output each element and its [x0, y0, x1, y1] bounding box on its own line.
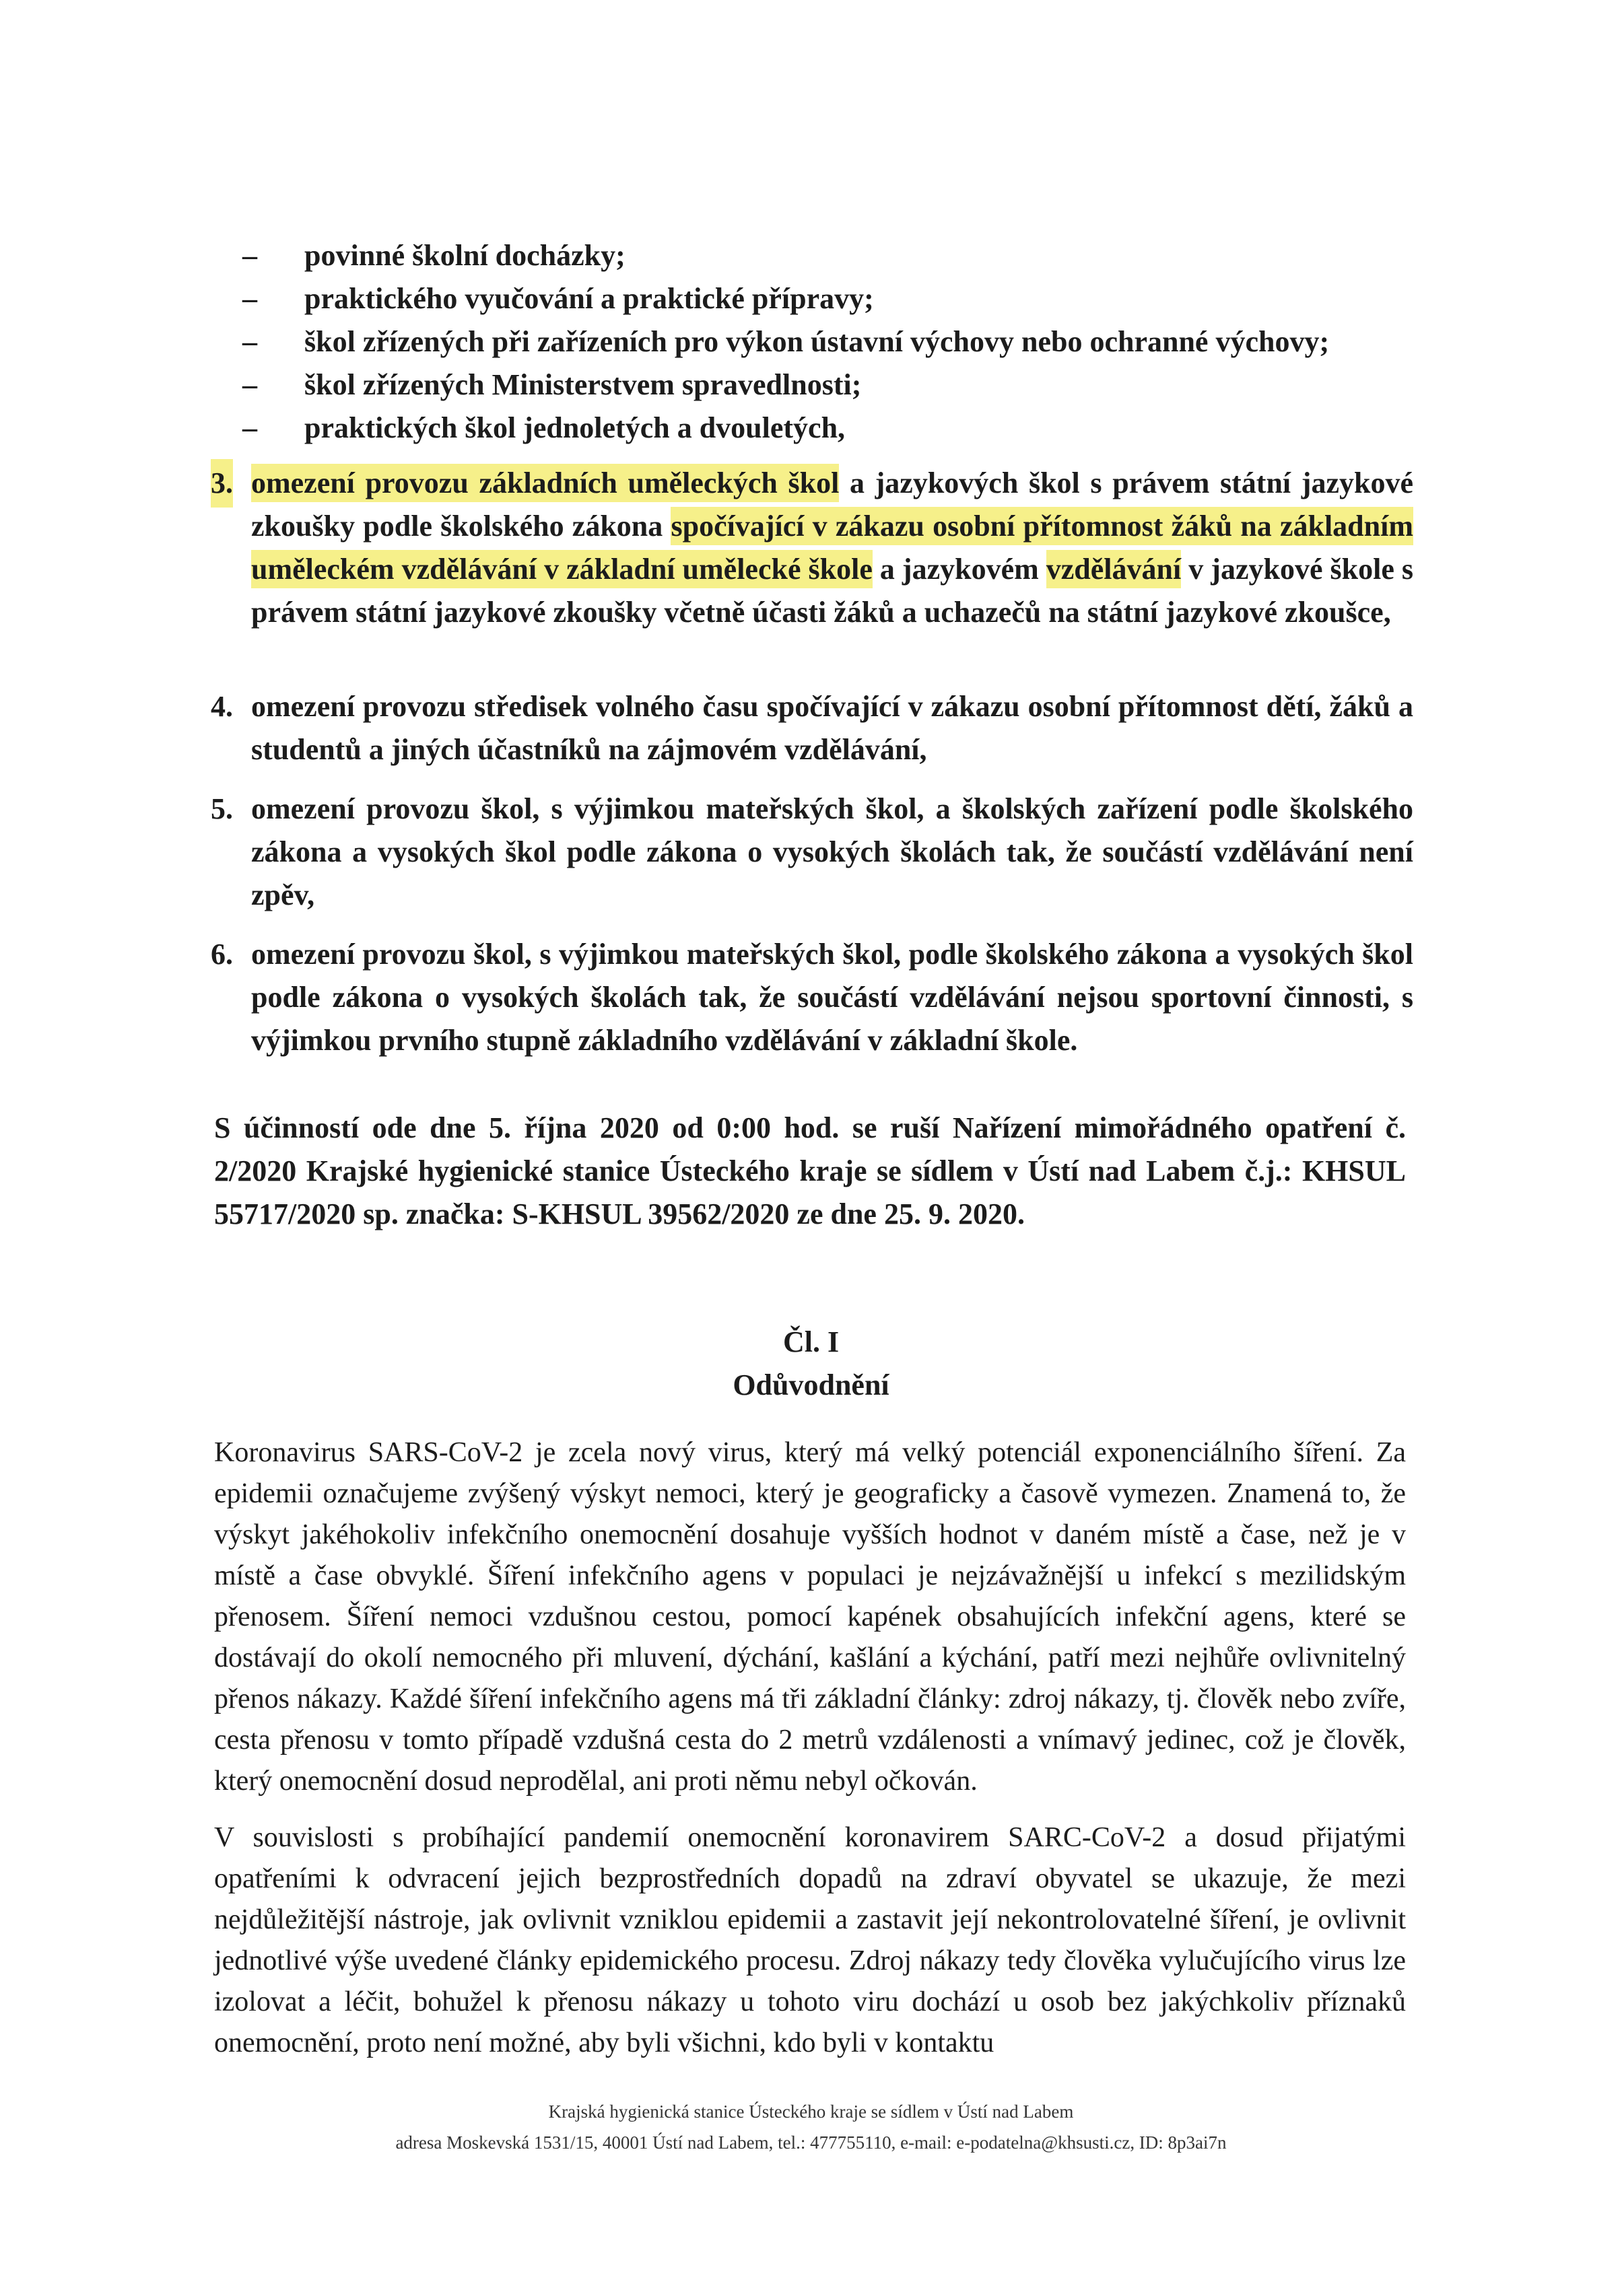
highlighted-text: omezení provozu základních uměleckých škol	[251, 466, 840, 499]
dash-bullet: –	[242, 411, 257, 444]
numbered-item-4	[211, 685, 1413, 771]
dash-bullet: –	[242, 325, 257, 358]
dash-bullet: –	[242, 368, 257, 401]
dash-bullet: –	[242, 282, 257, 315]
dash-bullet: –	[242, 239, 257, 272]
footer-contact: adresa Moskevská 1531/15, 40001 Ústí nad Labem, tel.: 477755110, e-mail: e-podatelna@khsusti.cz, ID: 8p3ai7n	[395, 2132, 1227, 2153]
numbered-item-3	[211, 462, 1413, 634]
dash-item-text: praktických škol jednoletých a dvouletých,	[304, 411, 846, 444]
item-text	[251, 462, 1413, 634]
cancellation-paragraph: S účinností ode dne 5. října 2020 od 0:00 hod. se ruší Nařízení mimořádného opatření č. 2/2020 Krajské hygienické stanice Ústeckého kraje se sídlem v Ústí nad Labem č.j.: KHSUL 55717/2020 sp. značka: S-KHSUL 39562/2020 ze dne 25. 9. 2020.	[214, 1111, 1406, 1230]
item-text: omezení provozu středisek volného času spočívající v zákazu osobní přítomnost dětí, žáků a studentů a jiných účastníků na zájmovém vzdělávání,	[251, 690, 1413, 766]
article-number: Čl. I	[782, 1325, 840, 1358]
dash-item-text: povinné školní docházky;	[304, 239, 626, 272]
item-text: omezení provozu škol, s výjimkou mateřských škol, podle školského zákona a vysokých škol podle zákona o vysokých školách tak, že součástí vzdělávání nejsou sportovní činnosti, s výjimkou prvního stupně základního vzdělávání v základní škole.	[251, 938, 1413, 1057]
dash-item	[242, 363, 1414, 407]
dash-item	[242, 277, 1414, 320]
item-number: 5.	[211, 792, 233, 825]
dash-item	[242, 320, 1414, 363]
dash-item-text: praktického vyučování a praktické přípravy;	[304, 282, 874, 315]
item-number: 3.	[211, 462, 233, 505]
footer-institution: Krajská hygienická stanice Ústeckého kraje se sídlem v Ústí nad Labem	[548, 2101, 1074, 2122]
item-number: 6.	[211, 938, 233, 971]
justification-paragraph: V souvislosti s probíhající pandemií onemocnění koronavirem SARC-CoV-2 a dosud přijatými opatřeními k odvracení jejich bezprostředních dopadů na zdraví obyvatel se ukazuje, že mezi nejdůležitější nástroje, jak ovlivnit vzniklou epidemii a zastavit její nekontrolovatelné šíření, je ovlivnit jednotlivé výše uvedené články epidemického procesu. Zdroj nákazy tedy člověka vylučujícího virus lze izolovat a léčit, bohužel k přenosu nákazy u tohoto viru dochází u osob bez jakýchkoliv příznaků onemocnění, proto není možné, aby byli všichni, kdo byli v kontaktu	[214, 1822, 1406, 2058]
item-text-part: a jazykovém	[872, 553, 1046, 586]
item-text-part: a jazykových škol s právem státní jazykové zkoušky podle školského zákona	[251, 466, 1413, 543]
highlighted-text: spočívající v zákazu osobní přítomnost žáků na základním uměleckém vzdělávání v základní umělecké škole	[251, 510, 1413, 586]
dash-item	[242, 407, 1414, 450]
justification-paragraph: Koronavirus SARS-CoV-2 je zcela nový virus, který má velký potenciál exponenciálního šíření. Za epidemii označujeme zvýšený výskyt nemoci, který je geograficky a časově vymezen. Znamená to, že výskyt jakéhokoliv infekčního onemocnění dosahuje vyšších hodnot v daném místě a čase, než je v místě a čase obvyklé. Šíření infekčního agens v populaci je nejzávažnější u infekcí s mezilidským přenosem. Šíření nemoci vzdušnou cestou, pomocí kapének obsahujících infekční agens, které se dostávají do okolí nemocného při mluvení, dýchání, kašlání a kýchání, patří mezi nejhůře ovlivnitelný přenos nákazy. Každé šíření infekčního agens má tři základní články: zdroj nákazy, tj. člověk nebo zvíře, cesta přenosu v tomto případě vzdušná cesta do 2 metrů vzdálenosti a vnímavý jedinec, což je člověk, který onemocnění dosud neprodělal, ani proti němu nebyl očkován.	[214, 1437, 1406, 1797]
dash-list	[242, 234, 1414, 450]
article-title: Odůvodnění	[733, 1368, 889, 1401]
numbered-item-6	[211, 933, 1413, 1062]
dash-item-text: škol zřízených Ministerstvem spravedlnosti;	[304, 368, 862, 401]
dash-item-text: škol zřízených při zařízeních pro výkon ústavní výchovy nebo ochranné výchovy;	[304, 325, 1330, 358]
dash-item	[242, 234, 1414, 277]
item-number: 4.	[211, 690, 233, 723]
item-text-part: v jazykové škole s právem státní jazykové zkoušky včetně účasti žáků a uchazečů na státní jazykové zkoušce,	[251, 553, 1413, 629]
item-text: omezení provozu škol, s výjimkou mateřských škol, a školských zařízení podle školského zákona a vysokých škol podle zákona o vysokých školách tak, že součástí vzdělávání není zpěv,	[251, 792, 1413, 911]
highlighted-text: vzdělávání	[1046, 553, 1182, 586]
numbered-item-5	[211, 788, 1413, 917]
